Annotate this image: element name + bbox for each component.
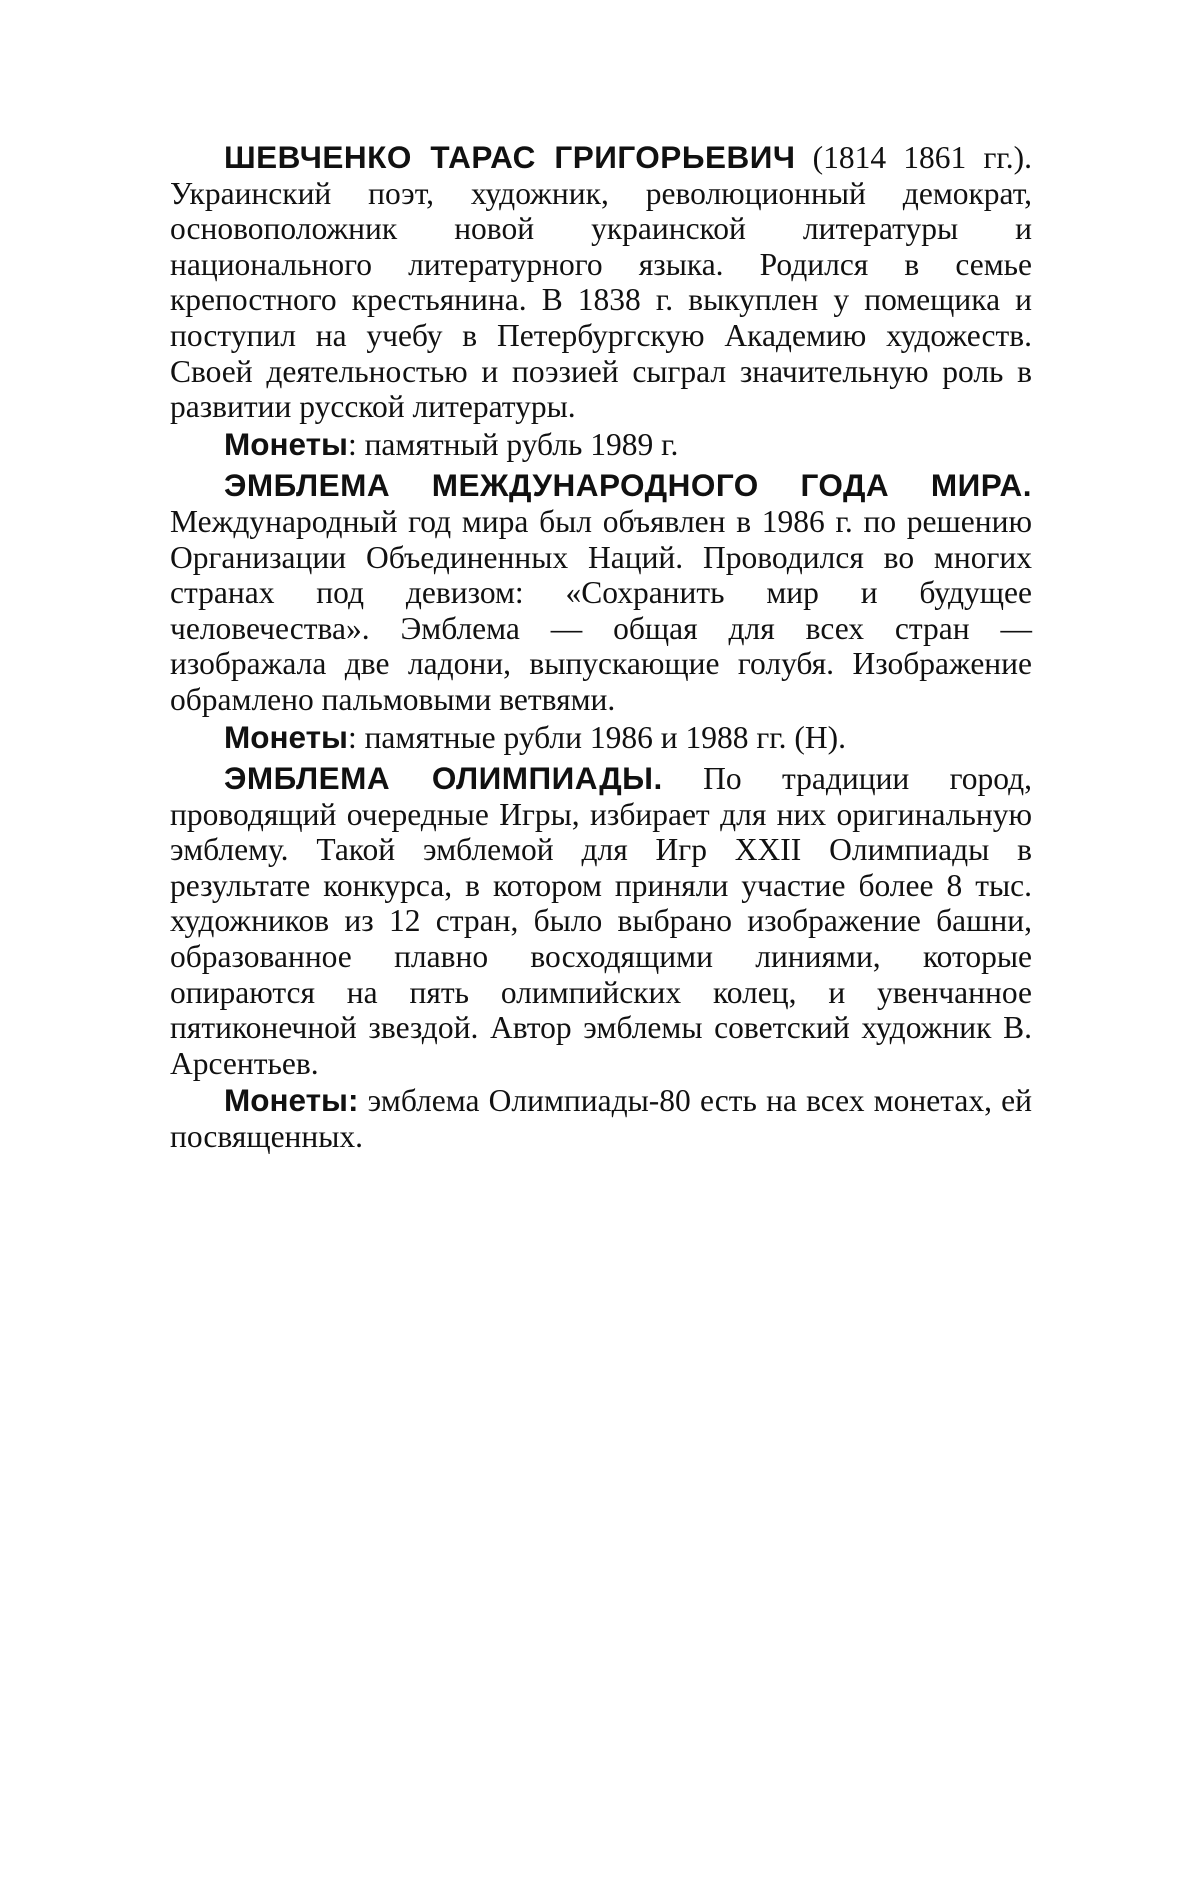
entry-heading: ШЕВЧЕНКО ТАРАС ГРИГОРЬЕВИЧ	[224, 139, 796, 175]
entry-olympics-emblem	[170, 761, 1032, 1155]
entry-paragraph	[170, 761, 1032, 1081]
entry-text: По традиции город, проводящий очередные Игры, избирает для них оригинальную эмблему. Такой эмблемой для Игр XXII Олимпиады в результате конкурса, в котором приняли участие более 8 тыс. художников из 12 стран, было выбрано изображение башни, образованное плавно восходящими линиями, которые опираются на пять олимпийских колец, и увенчанное пятиконечной звездой. Автор эмблемы советский художник В. Арсентьев.	[170, 761, 1033, 1081]
entry-paragraph	[170, 468, 1032, 717]
coins-text: : памятные рубли 1986 и 1988 гг. (Н).	[347, 719, 846, 755]
coins-line	[170, 427, 1032, 463]
entry-paragraph	[170, 140, 1032, 425]
coins-text: эмблема Олимпиады-80 есть на всех монетах, ей посвященных.	[170, 1083, 1032, 1155]
coins-text: : памятный рубль 1989 г.	[347, 426, 679, 462]
book-page	[170, 140, 1032, 1161]
entry-heading: ЭМБЛЕМА ОЛИМПИАДЫ.	[224, 760, 663, 797]
coins-label: Монеты	[224, 718, 348, 755]
entry-shevchenko	[170, 140, 1032, 462]
coins-label: Монеты	[224, 425, 348, 462]
entry-text: (1814 1861 гг.). Украинский поэт, художник, революционный демократ, основоположник новой украинской литературы и национального литературного языка. Родился в семье крепостного крестьянина. В 1838 г. выкуплен у помещика и поступил на учебу в Петербургскую Академию художеств. Своей деятельностью и поэзией сыграл значительную роль в развитии русской литературы.	[170, 140, 1032, 425]
coins-line	[170, 1083, 1032, 1154]
coins-line	[170, 720, 1032, 756]
entry-text: Международный год мира был объявлен в 1986 г. по решению Организации Объединенных Наций. Проводился во многих странах под девизом: «Сохранить мир и будущее человечества». Эмблема — общая для всех стран — изображала две ладони, выпускающие голубя. Изображение обрамлено пальмовыми ветвями.	[170, 503, 1032, 717]
coins-label: Монеты:	[224, 1082, 359, 1119]
entry-peace-year-emblem	[170, 468, 1032, 755]
entry-heading: ЭМБЛЕМА МЕЖДУНАРОДНОГО ГОДА МИРА.	[224, 467, 1032, 504]
